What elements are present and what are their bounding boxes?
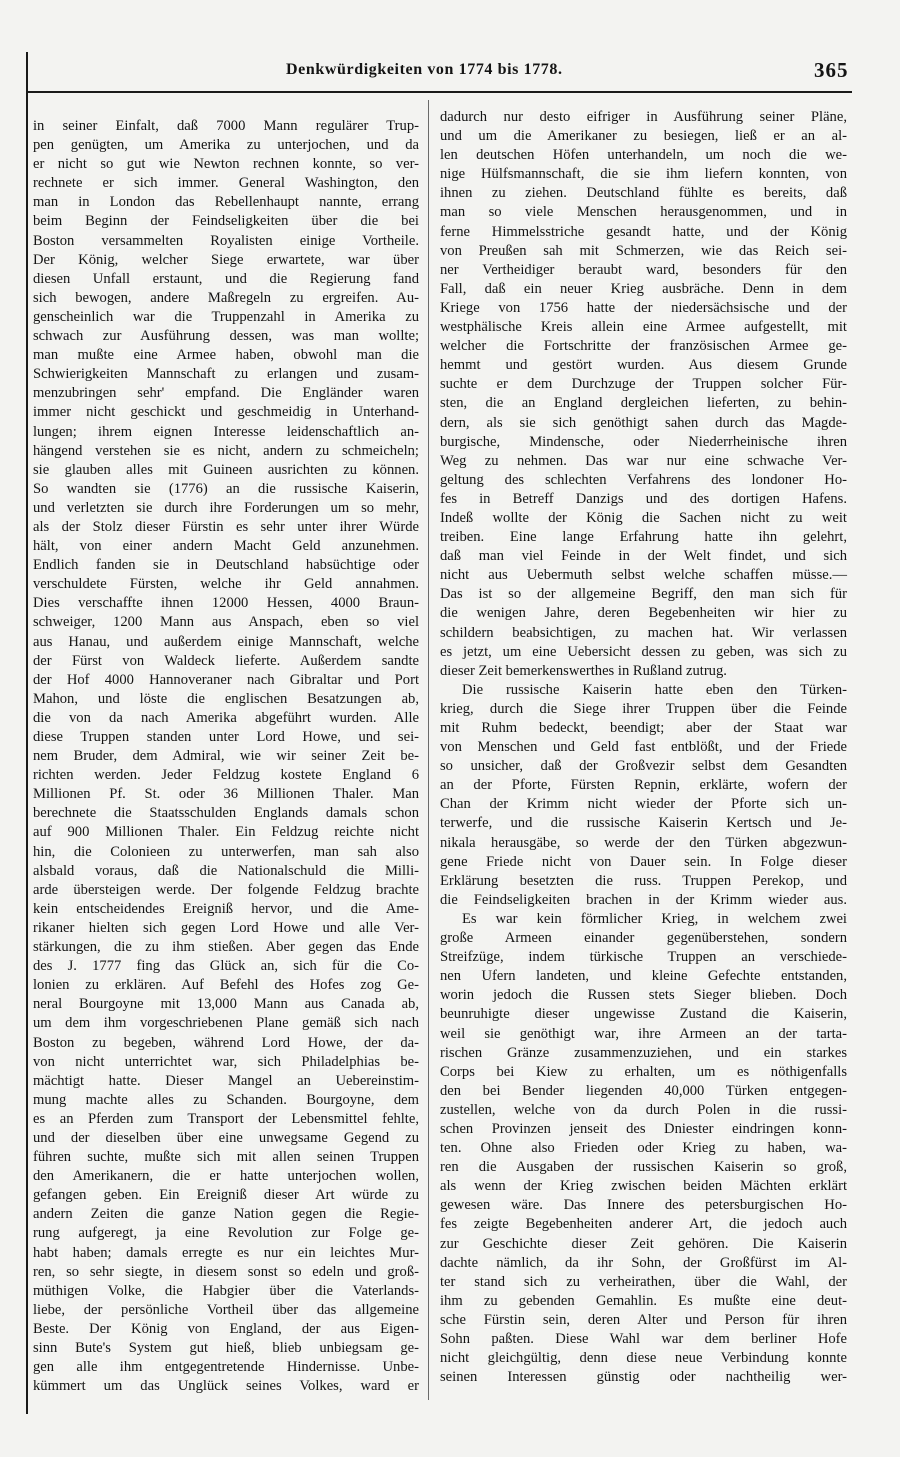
- left-column-line: sie glauben alles mit Guineen ausrichten zu können.: [33, 461, 419, 478]
- right-column-line: und um die Amerikaner zu besiegen, ließ er an al-: [440, 128, 847, 145]
- right-column-line: den bei Bender liegenden 40,000 Türken entgegen-: [440, 1082, 847, 1099]
- running-title: Denkwürdigkeiten von 1774 bis 1778.: [286, 61, 563, 78]
- left-column-line: auf 900 Millionen Thaler. Ein Feldzug reichte nicht: [33, 824, 419, 841]
- right-column-line: nicht aus Uebermuth selbst welche schaffen müsse.—: [440, 567, 847, 584]
- left-column-line: kümmert um das Unglück seines Volkes, ward er: [33, 1378, 419, 1395]
- left-column-line: ren, so sehr siegte, in diesem sonst so edeln und groß-: [33, 1263, 419, 1280]
- left-column-line: Der König, welcher Siege erwartete, war über: [33, 251, 419, 268]
- left-column-line: arde übersteigen werde. Der folgende Feldzug brachte: [33, 881, 419, 898]
- left-column-line: rechnete er sich immer. General Washington, den: [33, 175, 419, 192]
- left-column-line: Mahon, und löste die englischen Besatzungen ab,: [33, 690, 419, 707]
- left-column-line: habt haben; damals erregte es nur ein leichtes Mur-: [33, 1244, 419, 1261]
- right-column-line: Das ist so der allgemeine Begriff, den man sich für: [440, 586, 847, 603]
- left-column-line: rung aufgeregt, ja eine Revolution zur Folge ge-: [33, 1225, 419, 1242]
- left-column-line: es an Pferden zum Transport der Lebensmittel fehlte,: [33, 1110, 419, 1127]
- right-column-line: hemmt und gestört wurden. Aus diesem Grunde: [440, 357, 847, 374]
- left-column-line: schweiger, 1200 Mann aus Anspach, eben so viel: [33, 614, 419, 631]
- right-column-line: Kriege von 1756 hatte der niedersächsische und der: [440, 299, 847, 316]
- right-column-line: burgische, Mindensche, oder Niederrheinische ihren: [440, 433, 847, 450]
- right-column-line: an der Pforte, Fürsten Repnin, erklärte, wofern der: [440, 777, 847, 794]
- left-column-line: aus Hanau, und außerdem einige Mannschaft, welche: [33, 633, 419, 650]
- right-column-line: ferne Himmelsstriche gesandt hatte, und der König: [440, 223, 847, 240]
- right-column-line: von Preußen sah mit Schmerzen, wie das Reich sei-: [440, 242, 847, 259]
- right-column-line: man so viele Menschen herausgenommen, und in: [440, 204, 847, 221]
- right-column-line: worin jedoch die Russen stets Sieger blieben. Doch: [440, 987, 847, 1004]
- left-column-line: von nicht unterrichtet war, sich Philadelphias be-: [33, 1053, 419, 1070]
- left-column-line: lonien zu erklären. Auf Befehl des Hofes zog Ge-: [33, 977, 419, 994]
- left-column-line: verschuldete Fürsten, welche ihr Geld annahmen.: [33, 576, 419, 593]
- right-column-line: Erklärung besetzten die russ. Truppen Perekop, und: [440, 872, 847, 889]
- left-column: [33, 117, 419, 1396]
- right-column-line: Chan der Krimm nicht wieder der Pforte sich un-: [440, 796, 847, 813]
- right-column-line: len deutschen Höfen unterhandeln, um noch die we-: [440, 147, 847, 164]
- right-column-line: suchte er dem Durchzuge der Truppen solcher Für-: [440, 376, 847, 393]
- right-column-line: ren die Ausgaben der russischen Kaiserin so groß,: [440, 1159, 847, 1176]
- left-column-line: lungen; ihrem eignen Interesse leidenschaftlich an-: [33, 423, 419, 440]
- left-column-line: mung machte alles zu Schanden. Bourgoyne, dem: [33, 1091, 419, 1108]
- right-column-line: ihnen zu ziehen. Deutschland fühlte es bereits, daß: [440, 185, 847, 202]
- right-column-line: Es war kein förmlicher Krieg, in welchem zwei: [462, 910, 847, 927]
- left-column-line: man mußte eine Armee haben, obwohl man die: [33, 347, 419, 364]
- left-column-line: stärkungen, die zu ihm stießen. Aber gegen das Ende: [33, 939, 419, 956]
- left-column-line: mächtigt hatte. Dieser Mangel an Uebereinstim-: [33, 1072, 419, 1089]
- left-column-line: Endlich fanden sie in Deutschland habsüchtige oder: [33, 557, 419, 574]
- left-column-line: den Amerikanern, die er hatte unterjochen wollen,: [33, 1168, 419, 1185]
- left-column-line: rikaner hielten sich gegen Lord Howe und alle Ver-: [33, 919, 419, 936]
- right-column-line: Sohn paßten. Diese Wahl war dem berliner Hofe: [440, 1331, 847, 1347]
- left-column-line: Boston versammelten Royalisten einige Vortheile.: [33, 232, 419, 249]
- right-column: [440, 108, 847, 1387]
- left-column-line: genscheinlich war die Truppenzahl in Amerika zu: [33, 308, 419, 325]
- right-column-line: Fall, daß ein neuer Krieg ausbräche. Denn in dem: [440, 280, 847, 297]
- column-divider: [428, 100, 429, 1400]
- right-column-line: nicht gleichgültig, denn diese neue Verbindung konnte: [440, 1350, 847, 1367]
- header-rule: [27, 91, 852, 93]
- right-column-line: ten. Ohne also Frieden oder Krieg zu haben, wa-: [440, 1140, 847, 1157]
- right-column-line: sche Fürstin sein, deren Alter und Person für ihren: [440, 1311, 847, 1328]
- left-column-line: diese Truppen standen unter Lord Howe, und sei-: [33, 729, 419, 745]
- right-column-line: nikala herausgäbe, so werde der den Türken abgezwun-: [440, 834, 847, 851]
- left-column-line: hält, von einer andern Macht Geld anzunehmen.: [33, 538, 419, 555]
- left-column-line: alsbald voraus, daß die Nationalschuld die Milli-: [33, 862, 419, 879]
- page-number: 365: [814, 58, 849, 82]
- left-column-line: beim Beginn der Feindseligkeiten über die bei: [33, 213, 419, 230]
- left-column-line: er nicht so gut wie Newton rechnen konnte, so ver-: [33, 156, 419, 173]
- right-column-line: Streifzüge, indem türkische Truppen an verschiede-: [440, 949, 847, 966]
- left-column-line: müthigen Volke, die Habgier über die Vaterlands-: [33, 1282, 419, 1299]
- right-column-line: westphälische Kreis allein eine Armee aufgestellt, mit: [440, 319, 847, 336]
- right-column-line: dachte nämlich, da ihr Sohn, der Großfürst im Al-: [440, 1254, 847, 1271]
- left-column-line: um dem ihm vorgeschriebenen Plane gemäß sich nach: [33, 1015, 419, 1032]
- left-column-line: kein entscheidendes Ereigniß hervor, und die Ame-: [33, 900, 419, 917]
- right-column-line: so unsicher, daß der Großvezir selbst dem Gesandten: [440, 758, 847, 775]
- right-column-line: Indeß wollte der König die Sachen nicht zu weit: [440, 509, 847, 526]
- left-column-line: hin, die Colonieen zu unterwerfen, man sah also: [33, 843, 419, 860]
- right-column-line: fes zeigte Begebenheiten anderer Art, die jedoch auch: [440, 1216, 847, 1233]
- left-column-line: neral Bourgoyne mit 13,000 Mann aus Canada ab,: [33, 996, 419, 1013]
- left-column-line: die von da nach Amerika abgeführt wurden. Alle: [33, 709, 419, 726]
- left-column-line: in seiner Einfalt, daß 7000 Mann regulärer Trup-: [33, 118, 419, 134]
- right-column-line: zur Geschichte dieser Zeit gehören. Die Kaiserin: [440, 1235, 847, 1252]
- right-column-line: ihm zu gebenden Gemahlin. Es mußte eine deut-: [440, 1292, 847, 1309]
- left-column-line: als der Stolz dieser Fürstin es sehr unter ihrer Würde: [33, 518, 419, 535]
- right-column-line: schen Provinzen jenseit des Dniester eindringen konn-: [440, 1120, 847, 1137]
- right-column-line: große Armeen einander gegenüberstehen, sondern: [440, 930, 847, 947]
- left-column-line: menzubringen sehr' empfand. Die Engländer waren: [33, 385, 419, 402]
- left-column-line: Schwierigkeiten Mannschaft zu erlangen und zusam-: [33, 366, 419, 383]
- right-column-line: ner Vertheidiger beraubt ward, besonders für den: [440, 261, 847, 278]
- right-column-line: dadurch nur desto eifriger in Ausführung seiner Pläne,: [440, 109, 847, 125]
- right-column-line: seinen Interessen günstig oder nachtheilig wer-: [440, 1369, 847, 1386]
- left-column-line: sinn Bute's System gut hieß, blieb unbiegsam ge-: [33, 1340, 419, 1356]
- left-column-line: führen suchte, mußte sich mit allen seinen Truppen: [33, 1149, 419, 1166]
- right-column-line: treiben. Eine lange Erfahrung hatte ihn gelehrt,: [440, 529, 847, 546]
- left-column-line: Millionen Pf. St. oder 36 Millionen Thaler. Man: [33, 786, 419, 803]
- right-column-line: Weg zu nehmen. Das war nur eine schwache Ver-: [440, 452, 847, 469]
- right-column-line: mit Ruhm bedeckt, beendigt; aber der Staat war: [440, 720, 847, 736]
- left-column-line: andern Zeiten die ganze Nation gegen die Regie-: [33, 1206, 419, 1223]
- right-column-line: dern, als sie sich genöthigt sahen durch das Magde-: [440, 414, 847, 431]
- left-column-line: und der dieselben über eine unwegsame Gegend zu: [33, 1129, 419, 1146]
- right-column-line: fes in Betreff Danzigs und des dortigen Hafens.: [440, 490, 847, 507]
- right-column-line: sten, die an England dergleichen lieferten, zu behin-: [440, 395, 847, 412]
- right-column-line: ter stand sich zu verheirathen, über die Wahl, der: [440, 1273, 847, 1290]
- right-column-line: Die russische Kaiserin hatte eben den Türken-: [462, 681, 847, 698]
- left-column-line: immer nicht geschickt und geschmeidig in Unterhand-: [33, 404, 419, 421]
- right-column-line: beunruhigte dieser ungewisse Zustand die Kaiserin,: [440, 1006, 847, 1023]
- right-column-line: als wenn der Krieg zwischen beiden Mächten erklärt: [440, 1178, 847, 1195]
- left-column-line: diesen Unfall erstaunt, und die Regierung fand: [33, 270, 419, 287]
- left-column-line: Beste. Der König von England, der aus Eigen-: [33, 1320, 419, 1337]
- right-column-line: Corps bei Kiew zu erhalten, um es nöthigenfalls: [440, 1063, 847, 1080]
- right-column-line: krieg, durch die Siege ihrer Truppen über die Feinde: [440, 700, 847, 717]
- left-column-line: So wandten sie (1776) an die russische Kaiserin,: [33, 480, 419, 497]
- left-column-line: liebe, der persönliche Vortheil über das allgemeine: [33, 1301, 419, 1318]
- left-column-line: nem Bruder, dem Admiral, wie wir seiner Zeit be-: [33, 748, 419, 765]
- right-column-line: gene Friede nicht von Dauer sein. In Folge dieser: [440, 853, 847, 870]
- left-column-line: hängend verstehen sie es nicht, andern zu schmeicheln;: [33, 442, 419, 459]
- right-column-line: die Feindseligkeiten brachen in der Krimm wieder aus.: [440, 891, 847, 908]
- left-column-line: der Hof 4000 Hannoveraner nach Gibraltar und Port: [33, 671, 419, 688]
- right-column-line: die wenigen Jahre, deren Begebenheiten wir hier zu: [440, 605, 847, 622]
- page-left-border: [26, 52, 28, 1414]
- left-column-line: gefangen geben. Ein Ereigniß dieser Art würde zu: [33, 1187, 419, 1204]
- left-column-line: der Fürst von Waldeck lieferte. Außerdem sandte: [33, 652, 419, 669]
- left-column-line: und verletzten sie durch ihre Forderungen um so mehr,: [33, 499, 419, 516]
- left-column-line: man in London das Rebellenhaupt nannte, errang: [33, 194, 419, 211]
- left-column-line: pen genügten, um Amerika zu unterjochen, und da: [33, 137, 419, 154]
- left-column-line: Dies verschaffte ihnen 12000 Hessen, 4000 Braun-: [33, 595, 419, 612]
- right-column-line: geltung des schlechten Verfahrens des londoner Ho-: [440, 471, 847, 488]
- left-column-line: des J. 1777 fing das Glück an, sich für die Co-: [33, 958, 419, 975]
- left-column-line: Boston zu begeben, während Lord Howe, der da-: [33, 1034, 419, 1051]
- right-column-line: von Menschen und Geld fast entblößt, und der Friede: [440, 739, 847, 756]
- right-column-line: terwerfe, und die russische Kaiserin Kertsch und Je-: [440, 815, 847, 832]
- right-column-line: dieser Zeit bemerkenswerthes in Rußland zutrug.: [440, 662, 727, 679]
- left-column-line: richten werden. Jeder Feldzug kostete England 6: [33, 767, 419, 784]
- right-column-line: gewesen wäre. Das Innere des petersburgischen Ho-: [440, 1197, 847, 1214]
- right-column-line: rischen Gränze zusammenzuziehen, und ein starkes: [440, 1044, 847, 1061]
- right-column-line: zustellen, welche von da durch Polen in die russi-: [440, 1101, 847, 1118]
- right-column-line: welcher die Fortschritte der französischen Armee ge-: [440, 338, 847, 355]
- right-column-line: daß man viel Feinde in der Welt findet, und sich: [440, 548, 847, 565]
- left-column-line: berechnete die Staatsschulden Englands damals schon: [33, 805, 419, 822]
- right-column-line: schildern beabsichtigen, zu machen hat. Wir verlassen: [440, 624, 847, 641]
- right-column-line: weil sie genöthigt war, ihre Armeen an der tarta-: [440, 1025, 847, 1042]
- right-column-line: nige Hülfsmannschaft, die sie ihm liefern konnten, von: [440, 166, 847, 183]
- left-column-line: schwach zur Ausführung dessen, was man wollte;: [33, 328, 419, 345]
- left-column-line: sich bewogen, andere Maßregeln zu ergreifen. Au-: [33, 289, 419, 306]
- right-column-line: nen Ufern landeten, und kleine Gefechte entstanden,: [440, 968, 847, 985]
- right-column-line: es jetzt, um eine Uebersicht dessen zu geben, was sich zu: [440, 643, 847, 660]
- left-column-line: gen alle ihm entgegentretende Hindernisse. Unbe-: [33, 1359, 419, 1376]
